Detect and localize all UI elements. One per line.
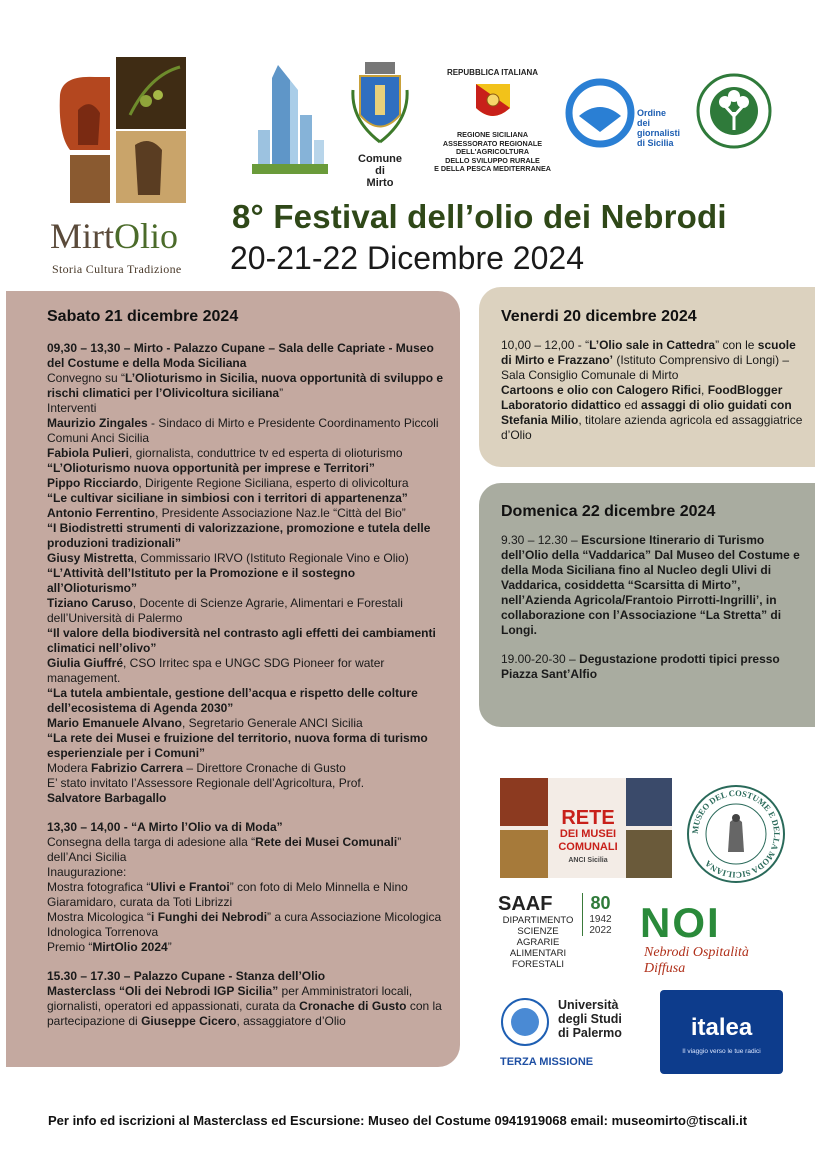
skyline-logo [250,60,330,180]
museo-costume-logo [684,782,788,886]
regione-line-2: ASSESSORATO REGIONALE [442,138,543,148]
program-line: “Le cultivar siciliane in simbiosi con i territori di appartenenza” [47,491,408,505]
program-line: Tiziano Caruso, Docente di Scienze Agrarie, Alimentari e Forestali dell’Università di Palermo [47,596,403,625]
svg-text:MUSEO DEL COSTUME E DELLA MODA: MUSEO DEL COSTUME E DELLA MODA SICILIANA [689,787,783,881]
citta-del-bio-logo [695,72,773,150]
ordine-icon [565,78,635,148]
festival-dates: 20-21-22 Dicembre 2024 [230,240,584,276]
program-line: Mostra Micologica “i Funghi dei Nebrodi” a cura Associazione Micologica Idnologica Torrenova [47,910,442,939]
program-line: Giusy Mistretta, Commissario IRVO (Istituto Regionale Vino e Olio) [47,551,409,565]
mirtolio-wordmark: MirtOlio [50,216,179,256]
saturday-program [47,341,447,1029]
comune-label-1: Comune [358,153,402,165]
museo-costume-seal-icon [684,782,788,886]
trinacria-icon [472,80,514,124]
skyline-icon [250,60,330,180]
unipa-logo [500,994,635,1074]
unipa-name: Università degli Studi di Palermo [558,998,622,1040]
italea-subtitle: Il viaggio verso le tue radici [682,1048,761,1055]
rete-musei-logo [500,778,672,878]
regione-top: REPUBBLICA ITALIANA [446,68,539,77]
ordine-giornalisti-logo [565,78,685,148]
program-line: 09,30 – 13,30 – Mirto - Palazzo Cupane – Sala delle Capriate - Museo del Costume e della Moda Siciliana [47,341,434,370]
program-line: 13,30 – 14,00 - “A Mirto l’Olio va di Moda” [47,820,283,834]
program-line: Cartoons e olio con Calogero Rifici, FoodBlogger Laboratorio didattico ed assaggi di olio guidati con Stefania Milio, titolare azienda agricola ed assaggiatrice d’Olio [501,383,803,442]
saaf-years: 80 1942 2022 [582,893,618,936]
program-line: “L’Olioturismo nuova opportunità per imprese e Territori” [47,461,375,475]
saaf-title: SAAF [498,893,553,915]
citta-del-bio-icon [695,72,773,150]
friday-heading: Venerdi 20 dicembre 2024 [501,308,697,325]
regione-line-1: REGIONE SICILIANA [456,130,529,139]
saaf-department: DIPARTIMENTO SCIENZE AGRARIE ALIMENTARI FORESTALI [502,915,574,970]
program-line: Giulia Giuffré, CSO Irritec spa e UNGC SDG Pioneer for water management. [47,656,385,685]
program-line: Modera Fabrizio Carrera – Direttore Cronache di Gusto [47,761,346,775]
rete-line-3: COMUNALI [558,841,618,853]
sunday-heading: Domenica 22 dicembre 2024 [501,503,716,520]
program-line: “La tutela ambientale, gestione dell’acqua e rispetto delle colture dell’ecosistema di Agenda 2030” [47,686,418,715]
comune-label-2: di [375,165,385,177]
program-line: Masterclass “Oli dei Nebrodi IGP Sicilia” per Amministratori locali, giornalisti, operatori ed appassionati, curata da Cronache di Gusto con la partecipazione di Giuseppe Cicero, assaggiatore d’Olio [47,984,442,1028]
regione-line-3: DELL'AGRICOLTURA [455,147,530,156]
saturday-heading: Sabato 21 dicembre 2024 [47,308,239,325]
noi-wordmark: NOI [640,899,721,946]
regione-line-4: DELLO SVILUPPO RURALE [445,155,540,165]
program-line: Consegna della targa di adesione alla “Rete dei Musei Comunali” dell’Anci Sicilia [47,835,402,864]
program-line: E’ stato invitato l’Assessore Regionale dell’Agricoltura, Prof. [47,776,365,790]
comune-di-mirto-logo [345,60,415,190]
coat-of-arms-icon [345,60,415,148]
noi-subtitle: Nebrodi Ospitalità Diffusa [644,945,749,976]
program-line: Mario Emanuele Alvano, Segretario Generale ANCI Sicilia [47,716,363,730]
regione-line-5: E DELLA PESCA MEDITERRANEA [434,164,551,173]
ordine-text: Ordine dei giornalisti di Sicilia [637,108,681,148]
program-line: Antonio Ferrentino, Presidente Associazione Naz.le “Città del Bio” [47,506,406,520]
program-line: Convegno su “L’Olioturismo in Sicilia, nuova opportunità di sviluppo e rischi climatici per l’Olivicoltura siciliana” [47,371,444,400]
program-line: 9.30 – 12.30 – Escursione Itinerario di Turismo dell’Olio della “Vaddarica” Dal Museo del Costume e della Moda Siciliana fino al Nucleo degli Ulivi di Vaddarica, cosiddetta “Scarsitta di Mirto”, nell’Azienda Agricola/Frantoio Pirrotti-Ingrilli’, in collaborazione con l’Associazione “La Stretta” di Longi. [501,533,800,637]
program-line: “I Biodistretti strumenti di valorizzazione, promozione e tutela delle produzioni tradizionali” [47,521,431,550]
program-line: Maurizio Zingales - Sindaco di Mirto e Presidente Coordinamento Piccoli Comuni Anci Sicilia [47,416,439,445]
program-line: 19.00-20-30 – Degustazione prodotti tipici presso Piazza Sant’Alfio [501,652,780,681]
program-line: Premio “MirtOlio 2024” [47,940,172,954]
program-line: Fabiola Pulieri, giornalista, conduttrice tv ed esperta di olioturismo [47,446,403,460]
saaf-logo [498,893,620,978]
mirtolio-logo [50,55,200,280]
unipa-seal-icon [500,994,550,1050]
comune-label-3: Mirto [366,177,394,189]
noi-logo [640,895,790,975]
regione-siciliana-logo [425,68,560,188]
rete-anci: ANCI Sicilia [568,857,608,864]
rete-line-2: DEI MUSEI [559,828,617,840]
italea-wordmark: italea [690,1014,753,1041]
program-line: “Il valore della biodiversità nel contrasto agli effetti dei cambiamenti climatici nell’olivo” [47,626,436,655]
program-line: Mostra fotografica “Ulivi e Frantoi” con foto di Melo Minnella e Nino Giaramidaro, curata da Toti Librizzi [47,880,408,909]
program-line: 10,00 – 12,00 - “L’Olio sale in Cattedra” con le scuole di Mirto e Frazzano’ (Istituto Comprensivo di Longi) – Sala Consiglio Comunale di Mirto [501,338,796,382]
program-line: “L’Attività dell’Istituto per la Promozione e il sostegno all’Olioturismo” [47,566,356,595]
sunday-program [501,533,806,682]
program-line: 15.30 – 17.30 – Palazzo Cupane - Stanza dell’Olio [47,969,326,983]
italea-logo [660,990,783,1074]
festival-title: 8° Festival dell’olio dei Nebrodi [232,198,727,235]
program-line: Salvatore Barbagallo [47,791,167,805]
unipa-terza-missione: TERZA MISSIONE [500,1056,594,1068]
mirtolio-artwork-icon [50,55,190,205]
program-line: Inaugurazione: [47,865,127,879]
rete-title: RETE [561,807,615,829]
mirtolio-tagline: Storia Cultura Tradizione [52,262,182,276]
friday-program [501,338,806,443]
program-line: “La rete dei Musei e fruizione del territorio, nuova forma di turismo esperienziale per i Comuni” [47,731,428,760]
footer-info: Per info ed iscrizioni al Masterclass ed Escursione: Museo del Costume 0941919068 email: museomirto@tiscali.it [48,1113,748,1128]
program-line: Interventi [47,401,97,415]
program-line: Pippo Ricciardo, Dirigente Regione Siciliana, esperto di olivicoltura [47,476,409,490]
